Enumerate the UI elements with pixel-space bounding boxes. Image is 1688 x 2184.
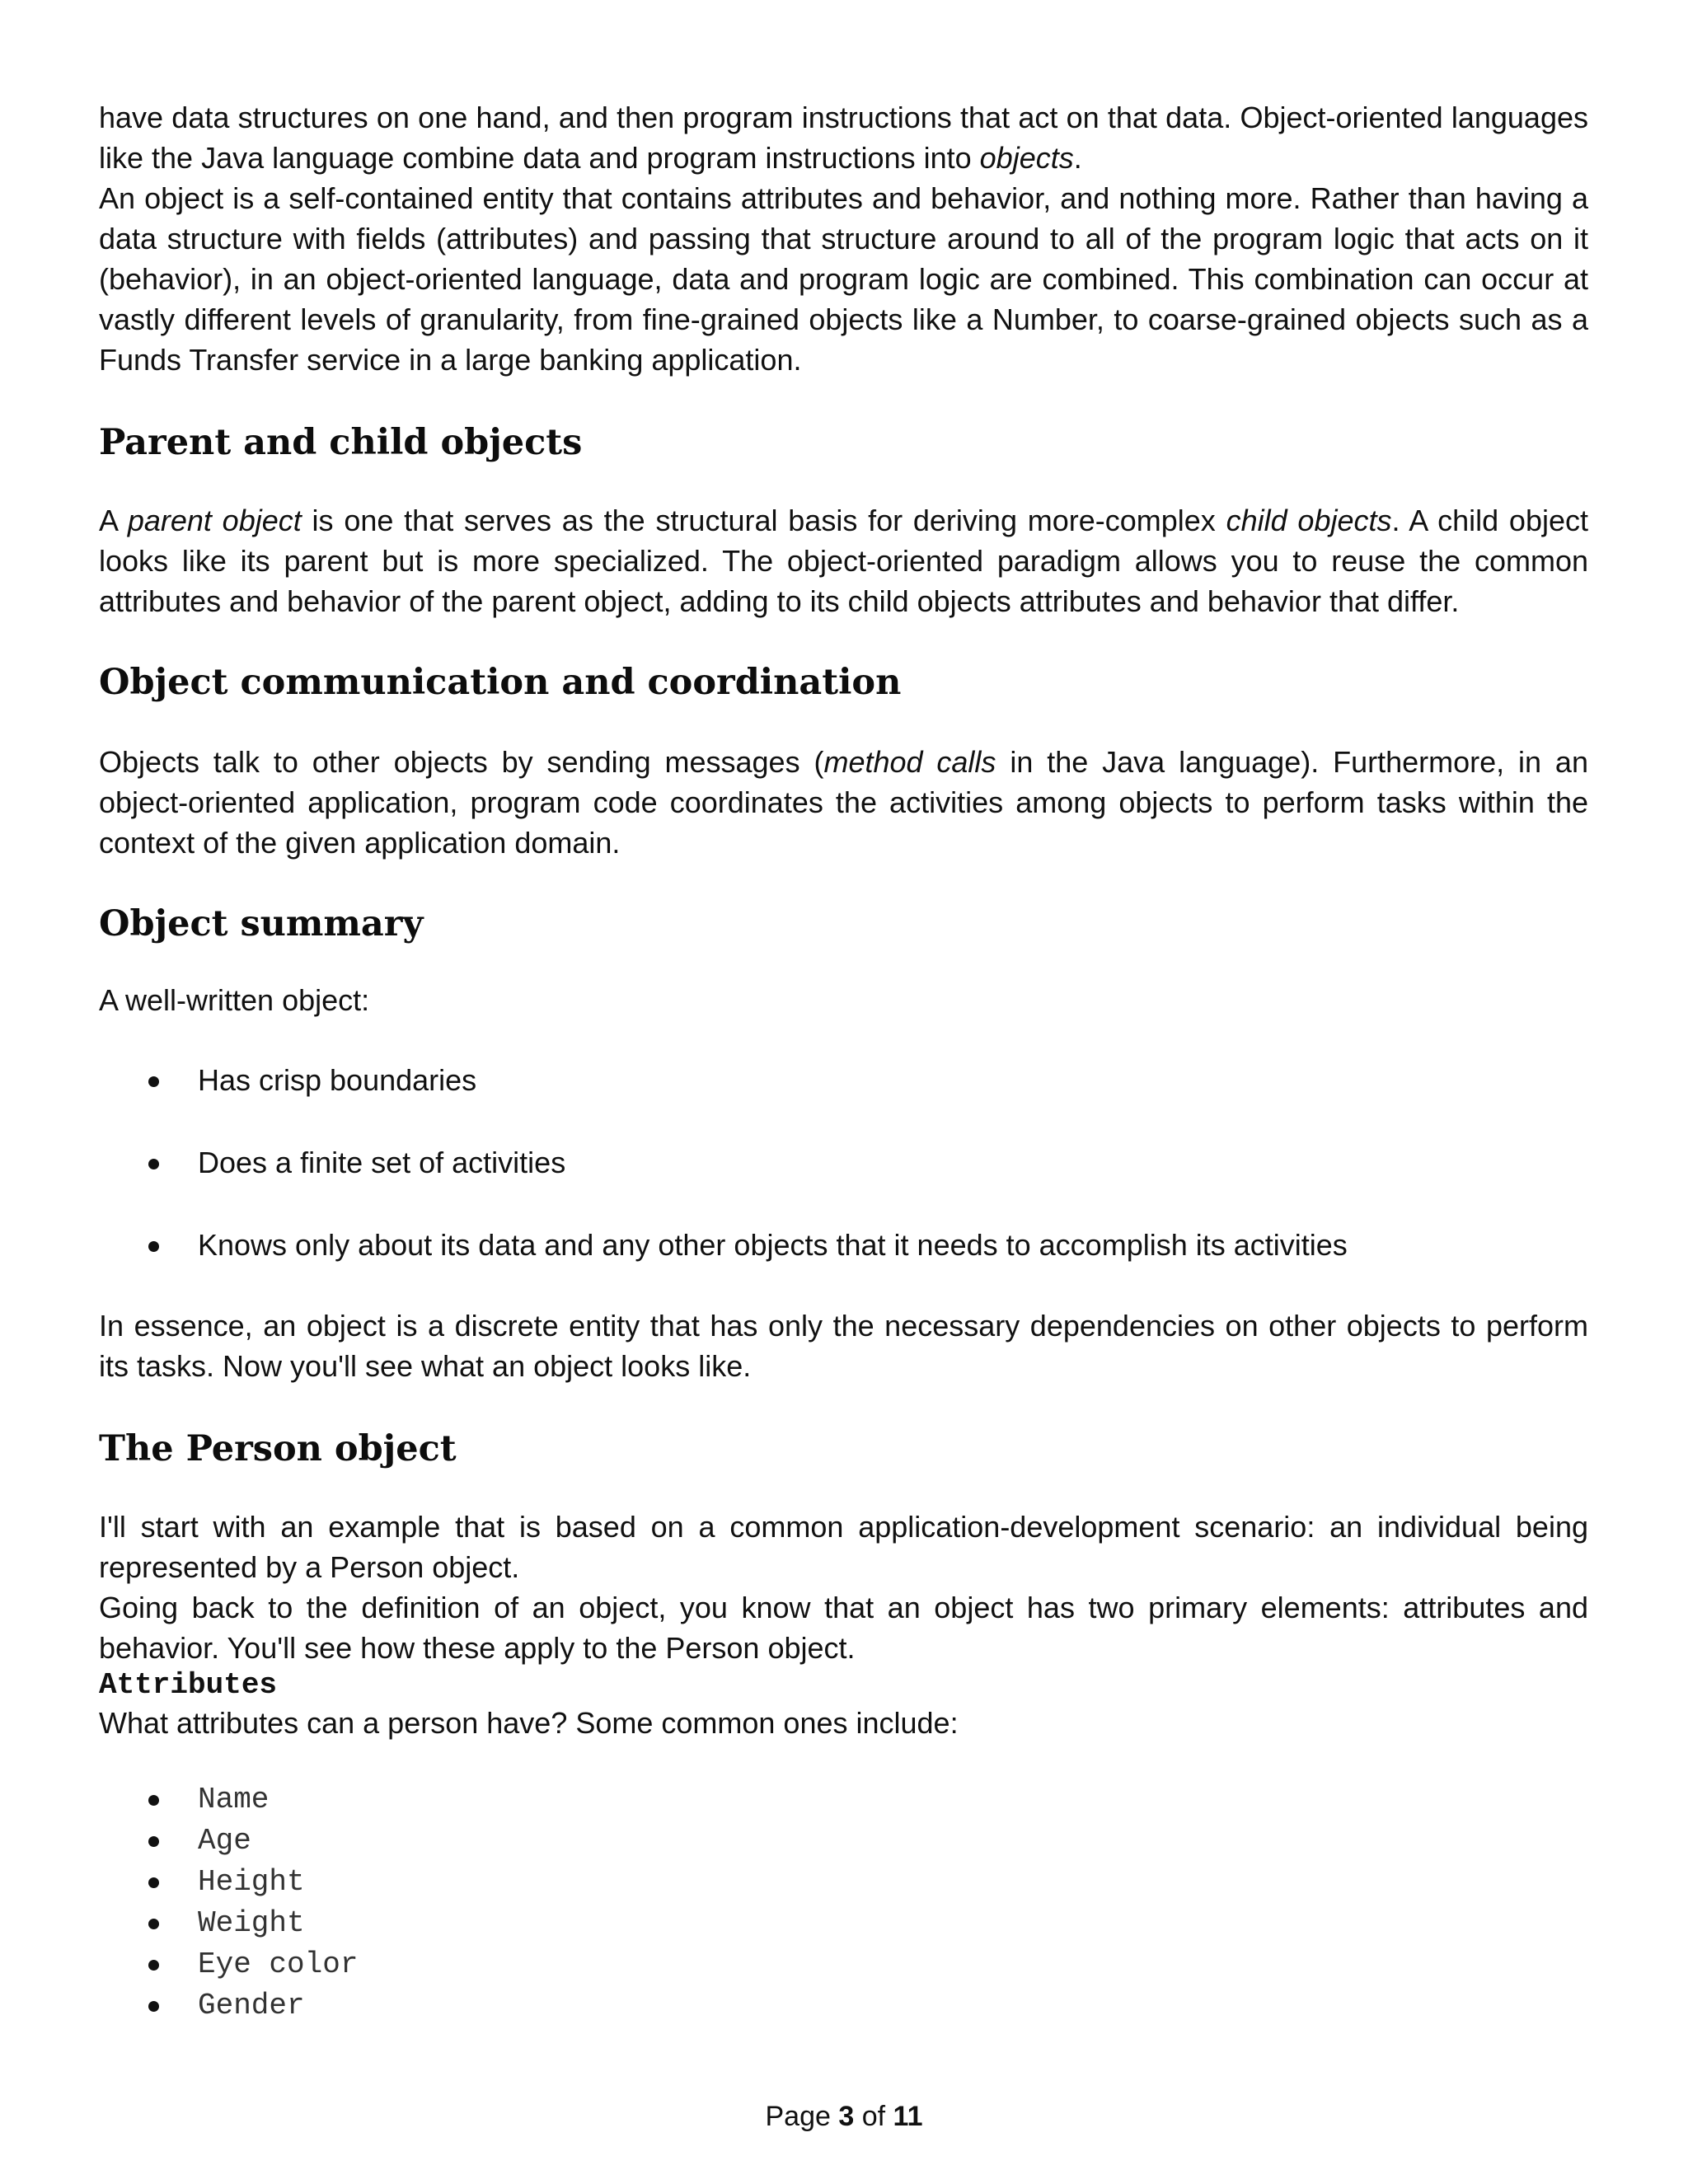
bullet-icon bbox=[148, 2001, 159, 2012]
list-item: Gender bbox=[99, 1985, 1588, 2027]
heading-object-summary: Object summary bbox=[99, 903, 424, 944]
list-item: Does a finite set of activities bbox=[99, 1142, 1588, 1183]
bullet-icon bbox=[148, 1241, 159, 1252]
attributes-list bbox=[99, 1779, 1588, 2027]
heading-parent-child: Parent and child objects bbox=[99, 422, 583, 463]
bullet-icon bbox=[148, 1877, 159, 1888]
bullet-icon bbox=[148, 1076, 159, 1087]
list-item: Height bbox=[99, 1862, 1588, 1903]
bullet-icon bbox=[148, 1919, 159, 1929]
bullet-icon bbox=[148, 1836, 159, 1847]
intro-paragraph-2: An object is a self-contained entity that contains attributes and behavior, and nothing more. Rather than having a data structure with fields (attributes) and passing that structure around to all of the program logic that acts on it (behavior), in an object-oriented language, data and program logic are combined. This combination can occur at vastly different levels of granularity, from fine-grained objects like a Number, to coarse-grained objects such as a Funds Transfer service in a large banking application. bbox=[99, 181, 1588, 377]
communication-paragraph: Objects talk to other objects by sending messages (method calls in the Java language). Furthermore, in an object-oriented application, program code coordinates the activities among objects to perform tasks within the context of the given application domain. bbox=[99, 745, 1588, 860]
heading-person-object: The Person object bbox=[99, 1428, 457, 1469]
list-item: Eye color bbox=[99, 1944, 1588, 1985]
list-item: Knows only about its data and any other objects that it needs to accomplish its activities bbox=[99, 1225, 1588, 1265]
list-item: Name bbox=[99, 1779, 1588, 1821]
current-page-number: 3 bbox=[838, 2101, 855, 2132]
person-paragraph-2: Going back to the definition of an object, you know that an object has two primary elements: attributes and behavior. You'll see how these apply to the Person object. bbox=[99, 1591, 1588, 1665]
bullet-icon bbox=[148, 1159, 159, 1169]
bullet-icon bbox=[148, 1795, 159, 1806]
attributes-title: Attributes bbox=[99, 1668, 278, 1702]
person-paragraph-1: I'll start with an example that is based on a common application-development scenario: an individual being represented by a Person object. bbox=[99, 1510, 1588, 1584]
document-body bbox=[99, 97, 1588, 2027]
total-pages-number: 11 bbox=[893, 2101, 923, 2132]
summary-closing: In essence, an object is a discrete entity that has only the necessary dependencies on other objects to perform its tasks. Now you'll see what an object looks like. bbox=[99, 1309, 1588, 1383]
intro-paragraph-1: have data structures on one hand, and then program instructions that act on that data. Object-oriented languages like the Java language combine data and program instructions into objects. bbox=[99, 101, 1588, 175]
parent-child-paragraph: A parent object is one that serves as the structural basis for deriving more-complex child objects. A child object looks like its parent but is more specialized. The object-oriented paradigm allows you to reuse the common attributes and behavior of the parent object, adding to its child objects attributes and behavior that differ. bbox=[99, 504, 1588, 618]
list-item: Has crisp boundaries bbox=[99, 1060, 1588, 1100]
list-item: Age bbox=[99, 1821, 1588, 1862]
bullet-icon bbox=[148, 1960, 159, 1971]
list-item: Weight bbox=[99, 1903, 1588, 1944]
attributes-lead: What attributes can a person have? Some common ones include: bbox=[99, 1706, 959, 1740]
heading-communication: Object communication and coordination bbox=[99, 662, 902, 703]
summary-lead: A well-written object: bbox=[99, 983, 370, 1017]
page-footer: Page 3 of 11 bbox=[765, 2101, 923, 2132]
summary-bullet-list bbox=[99, 1060, 1588, 1265]
